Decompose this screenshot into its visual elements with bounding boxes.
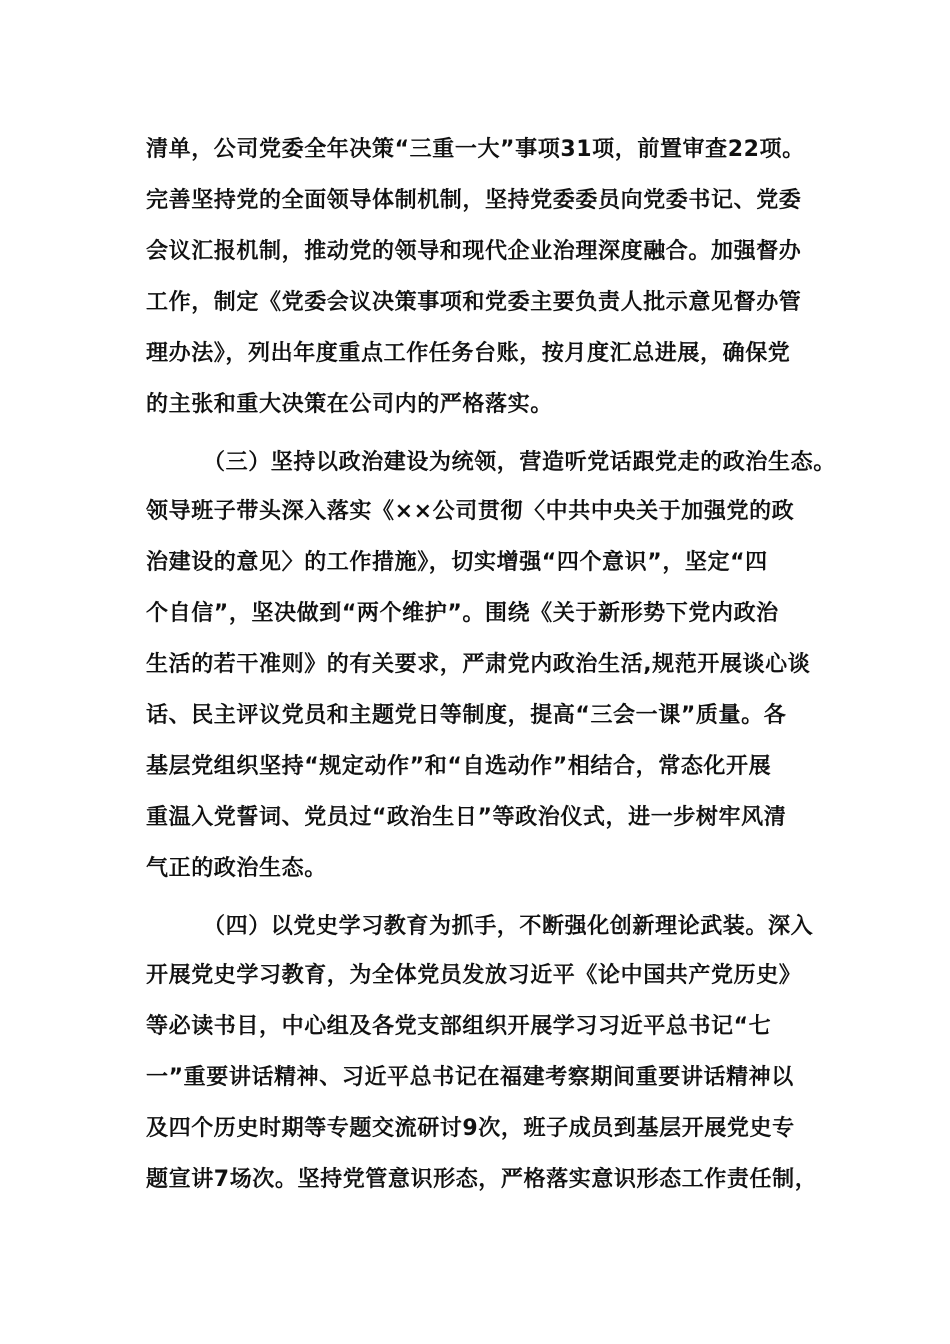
text-line: 开展党史学习教育，为全体党员发放习近平《论中国共产党历史》 [146,963,802,988]
text-line: 治建设的意见〉的工作措施》，切实增强“四个意识”，坚定“四 [146,550,768,575]
text-line: 及四个历史时期等专题交流研讨9次，班子成员到基层开展党史专 [146,1116,795,1141]
text-line: 的主张和重大决策在公司内的严格落实。 [146,392,553,417]
text-line: 会议汇报机制，推动党的领导和现代企业治理深度融合。加强督办 [146,239,802,264]
text-line: 话、民主评议党员和主题党日等制度，提高“三会一课”质量。各 [146,703,787,728]
text-line: 气正的政治生态。 [146,856,327,881]
text-line: 基层党组织坚持“规定动作”和“自选动作”相结合，常态化开展 [146,754,772,779]
text-line: 完善坚持党的全面领导体制机制，坚持党委委员向党委书记、党委 [146,188,802,213]
text-line: 一”重要讲话精神、习近平总书记在福建考察期间重要讲话精神以 [146,1065,794,1090]
text-line: 生活的若干准则》的有关要求，严肃党内政治生活,规范开展谈心谈 [146,652,811,677]
text-line: 重温入党誓词、党员过“政治生日”等政治仪式，进一步树牢风清 [146,805,787,830]
text-line: 理办法》，列出年度重点工作任务台账，按月度汇总进展，确保党 [146,341,791,366]
text-line: 领导班子带头深入落实《××公司贯彻〈中共中央关于加强党的政 [146,499,795,524]
section-heading: （四）以党史学习教育为抓手，不断强化创新理论武装。深入 [203,914,814,939]
section-heading: （三）坚持以政治建设为统领，营造听党话跟党走的政治生态。 [203,450,836,475]
text-line: 个自信”，坚决做到“两个维护”。围绕《关于新形势下党内政治 [146,601,779,626]
text-line: 题宣讲7场次。坚持党管意识形态，严格落实意识形态工作责任制， [146,1167,818,1192]
text-line: 清单，公司党委全年决策“三重一大”事项31项，前置审查22项。 [146,137,805,162]
text-line: 等必读书目，中心组及各党支部组织开展学习习近平总书记“七 [146,1014,772,1039]
text-line: 工作，制定《党委会议决策事项和党委主要负责人批示意见督办管 [146,290,802,315]
